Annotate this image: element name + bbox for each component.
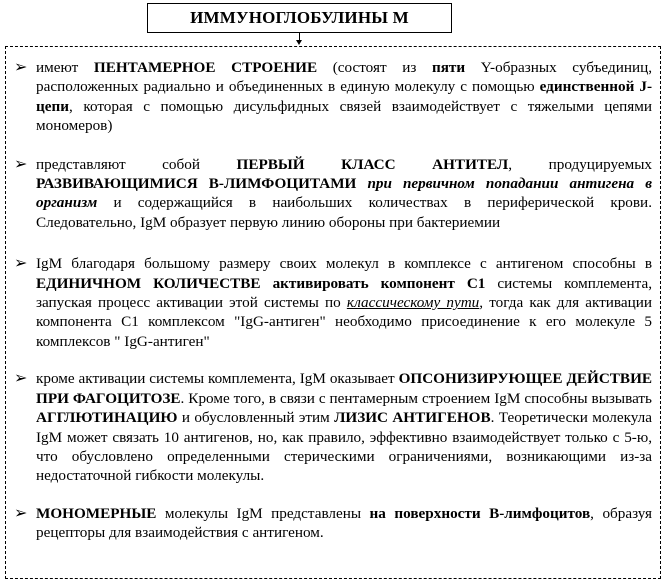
emphasis-text: ЛИЗИС АНТИГЕНОВ	[334, 409, 491, 427]
emphasis-text: на поверхности В-лимфоцитов	[369, 504, 591, 522]
text-run: Y-образных субъединиц, расположенных радиально и объединенных в единую молекулу с помощью	[36, 59, 653, 96]
text-run: , продуцируемых	[508, 155, 653, 173]
text-run: молекулы IgM представлены	[156, 504, 370, 522]
text-run: системы комплемента, запуская процесс активации этой системы по	[36, 274, 652, 312]
arrow-bullet-icon: ➢	[14, 255, 28, 273]
list-item-complement	[14, 254, 652, 351]
emphasis-text: единственной J-цепи	[36, 78, 652, 115]
text-run: , тогда как для активации компонента С1 комплексом "IgG-антиген" необходимо присоединение к его молекуле 5 комплексов " IgG-антиген"	[36, 294, 652, 350]
list-item-opsonization	[14, 369, 652, 485]
list-item-monomeric	[14, 504, 652, 543]
emphasis-text: ОПСОНИЗИРУЮЩЕЕ ДЕЙСТВИЕ ПРИ ФАГОЦИТОЗЕ	[36, 370, 653, 407]
list-item-first-class	[14, 155, 652, 233]
arrow-down-icon	[296, 40, 302, 45]
page-title: ИММУНОГЛОБУЛИНЫ М	[190, 8, 409, 27]
emphasis-text: МОНОМЕРНЫЕ	[36, 504, 157, 522]
arrow-bullet-icon: ➢	[14, 155, 28, 173]
item-text	[36, 254, 652, 351]
text-run	[261, 275, 273, 292]
arrow-bullet-icon: ➢	[14, 504, 28, 522]
bullet-list	[14, 58, 652, 543]
text-run: . Теоретически молекула IgM может связать 10 антигенов, но, как правило, эффективно взаимодействует только с 5-ю, что обусловлено определенными стерическими ограничениями, возникающими из-за недостаточной гибкости молекулы.	[36, 409, 652, 485]
item-text	[36, 369, 652, 485]
emphasis-text: ЕДИНИЧНОМ КОЛИЧЕСТВЕ	[36, 274, 261, 292]
arrow-bullet-icon: ➢	[14, 59, 28, 76]
text-run	[356, 175, 367, 192]
item-text	[36, 58, 652, 136]
italic-underlined-text: классическому пути	[346, 294, 480, 312]
text-run: имеют	[36, 59, 94, 76]
emphasis-text: ПЕРВЫЙ КЛАСС АНТИТЕЛ	[236, 155, 509, 173]
emphasis-text: активировать компонент С1	[272, 274, 486, 292]
text-run: IgM благодаря большому размеру своих молекул в комплексе с антигеном способны в	[36, 255, 652, 273]
emphasis-text: ПЕНТАМЕРНОЕ СТРОЕНИЕ	[93, 59, 318, 76]
item-text	[36, 504, 652, 543]
item-text	[36, 155, 652, 233]
text-run: и содержащийся в наибольших количествах в периферической крови. Следовательно, IgM образует первую линию обороны при бактериемии	[36, 194, 652, 231]
text-run: (состоят из	[317, 59, 432, 76]
text-run: , которая с помощью дисульфидных связей взаимодействует с тяжелыми цепями мономеров)	[36, 97, 652, 135]
text-run: кроме активации системы комплемента, IgM оказывает	[36, 370, 399, 388]
title-box	[147, 3, 452, 33]
text-run: и обусловленный этим	[177, 409, 335, 427]
emphasis-text: АГГЛЮТИНАЦИЮ	[36, 409, 178, 427]
text-run: . Кроме того, в связи с пентамерным строением IgM способны вызывать	[180, 389, 652, 407]
text-run: представляют собой	[36, 155, 237, 173]
list-item-structure	[14, 58, 652, 136]
emphasis-text: РАЗВИВАЮЩИМИСЯ В-ЛИМФОЦИТАМИ	[36, 175, 357, 193]
arrow-bullet-icon: ➢	[14, 370, 28, 388]
emphasis-italic-text: при первичном попадании антигена в организм	[36, 175, 652, 212]
emphasis-text: пяти	[431, 59, 466, 76]
text-run: , образуя рецепторы для взаимодействия с антигеном.	[36, 504, 652, 542]
content-box	[5, 46, 661, 579]
